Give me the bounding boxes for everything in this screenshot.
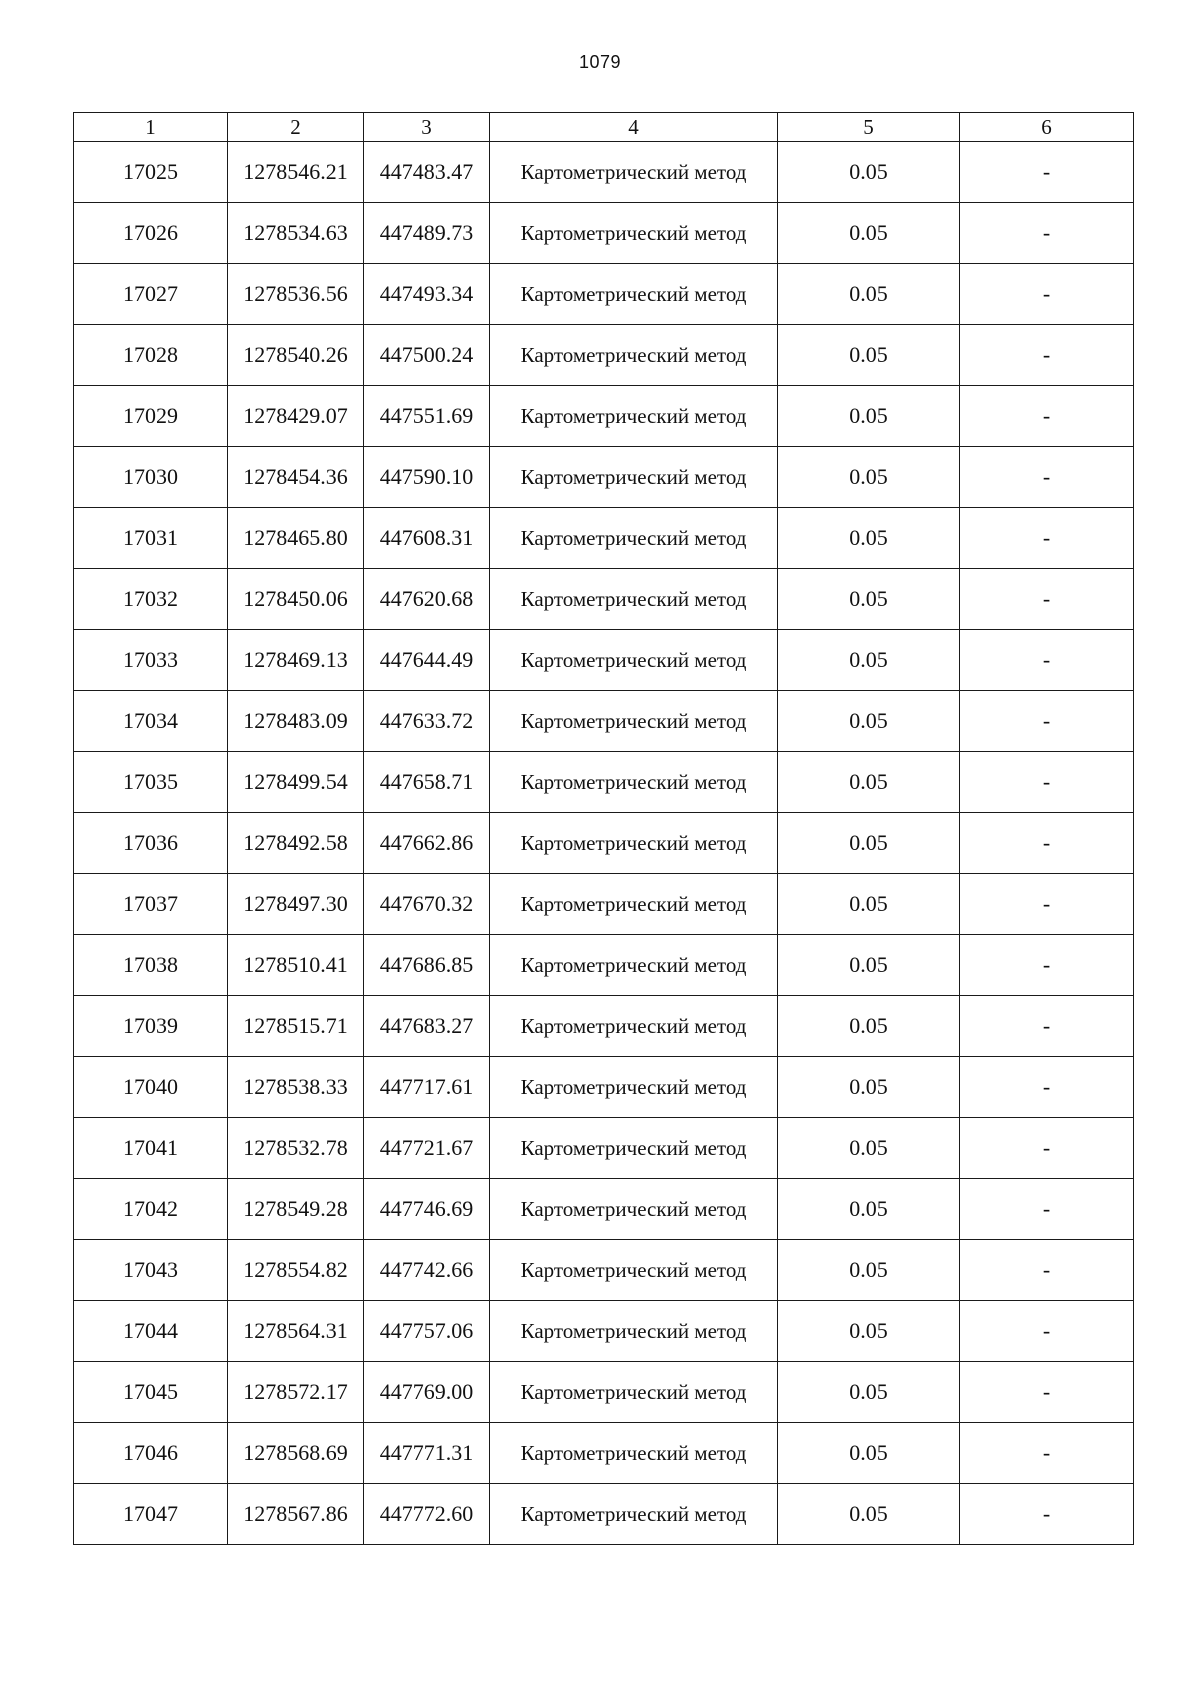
- x-coordinate-cell: 1278532.78: [228, 1118, 364, 1179]
- table-row: [74, 203, 1134, 264]
- point-number-cell: 17030: [74, 447, 228, 508]
- x-coordinate-cell: 1278465.80: [228, 508, 364, 569]
- table-row: [74, 1057, 1134, 1118]
- x-coordinate-cell: 1278515.71: [228, 996, 364, 1057]
- table-row: [74, 752, 1134, 813]
- accuracy-cell: 0.05: [778, 935, 960, 996]
- x-coordinate-cell: 1278510.41: [228, 935, 364, 996]
- table-row: [74, 1484, 1134, 1545]
- method-cell: Картометрический метод: [490, 752, 778, 813]
- column-header-6: 6: [960, 113, 1134, 142]
- method-cell: Картометрический метод: [490, 1484, 778, 1545]
- accuracy-cell: 0.05: [778, 1301, 960, 1362]
- x-coordinate-cell: 1278554.82: [228, 1240, 364, 1301]
- note-cell: -: [960, 813, 1134, 874]
- y-coordinate-cell: 447717.61: [364, 1057, 490, 1118]
- accuracy-cell: 0.05: [778, 264, 960, 325]
- table-row: [74, 813, 1134, 874]
- point-number-cell: 17042: [74, 1179, 228, 1240]
- accuracy-cell: 0.05: [778, 569, 960, 630]
- accuracy-cell: 0.05: [778, 203, 960, 264]
- table-row: [74, 508, 1134, 569]
- column-header-3: 3: [364, 113, 490, 142]
- accuracy-cell: 0.05: [778, 996, 960, 1057]
- point-number-cell: 17028: [74, 325, 228, 386]
- accuracy-cell: 0.05: [778, 508, 960, 569]
- column-header-2: 2: [228, 113, 364, 142]
- x-coordinate-cell: 1278469.13: [228, 630, 364, 691]
- y-coordinate-cell: 447686.85: [364, 935, 490, 996]
- method-cell: Картометрический метод: [490, 996, 778, 1057]
- table-row: [74, 386, 1134, 447]
- accuracy-cell: 0.05: [778, 1484, 960, 1545]
- table-row: [74, 325, 1134, 386]
- point-number-cell: 17033: [74, 630, 228, 691]
- x-coordinate-cell: 1278549.28: [228, 1179, 364, 1240]
- method-cell: Картометрический метод: [490, 1423, 778, 1484]
- x-coordinate-cell: 1278572.17: [228, 1362, 364, 1423]
- table-row: [74, 630, 1134, 691]
- method-cell: Картометрический метод: [490, 813, 778, 874]
- y-coordinate-cell: 447771.31: [364, 1423, 490, 1484]
- y-coordinate-cell: 447670.32: [364, 874, 490, 935]
- method-cell: Картометрический метод: [490, 630, 778, 691]
- method-cell: Картометрический метод: [490, 1362, 778, 1423]
- method-cell: Картометрический метод: [490, 386, 778, 447]
- y-coordinate-cell: 447683.27: [364, 996, 490, 1057]
- x-coordinate-cell: 1278536.56: [228, 264, 364, 325]
- point-number-cell: 17026: [74, 203, 228, 264]
- x-coordinate-cell: 1278497.30: [228, 874, 364, 935]
- y-coordinate-cell: 447746.69: [364, 1179, 490, 1240]
- table-row: [74, 142, 1134, 203]
- note-cell: -: [960, 935, 1134, 996]
- point-number-cell: 17031: [74, 508, 228, 569]
- column-header-1: 1: [74, 113, 228, 142]
- x-coordinate-cell: 1278546.21: [228, 142, 364, 203]
- y-coordinate-cell: 447757.06: [364, 1301, 490, 1362]
- method-cell: Картометрический метод: [490, 447, 778, 508]
- note-cell: -: [960, 1484, 1134, 1545]
- note-cell: -: [960, 1362, 1134, 1423]
- note-cell: -: [960, 142, 1134, 203]
- x-coordinate-cell: 1278483.09: [228, 691, 364, 752]
- accuracy-cell: 0.05: [778, 813, 960, 874]
- table-row: [74, 691, 1134, 752]
- y-coordinate-cell: 447721.67: [364, 1118, 490, 1179]
- note-cell: -: [960, 325, 1134, 386]
- note-cell: -: [960, 386, 1134, 447]
- x-coordinate-cell: 1278540.26: [228, 325, 364, 386]
- accuracy-cell: 0.05: [778, 1057, 960, 1118]
- table-row: [74, 935, 1134, 996]
- note-cell: -: [960, 447, 1134, 508]
- method-cell: Картометрический метод: [490, 691, 778, 752]
- table-row: [74, 447, 1134, 508]
- note-cell: -: [960, 1179, 1134, 1240]
- x-coordinate-cell: 1278538.33: [228, 1057, 364, 1118]
- note-cell: -: [960, 874, 1134, 935]
- note-cell: -: [960, 1057, 1134, 1118]
- x-coordinate-cell: 1278450.06: [228, 569, 364, 630]
- y-coordinate-cell: 447742.66: [364, 1240, 490, 1301]
- point-number-cell: 17040: [74, 1057, 228, 1118]
- table-row: [74, 1423, 1134, 1484]
- point-number-cell: 17037: [74, 874, 228, 935]
- method-cell: Картометрический метод: [490, 1118, 778, 1179]
- x-coordinate-cell: 1278492.58: [228, 813, 364, 874]
- table-row: [74, 569, 1134, 630]
- table-row: [74, 264, 1134, 325]
- note-cell: -: [960, 569, 1134, 630]
- accuracy-cell: 0.05: [778, 630, 960, 691]
- x-coordinate-cell: 1278534.63: [228, 203, 364, 264]
- page-number: 1079: [578, 52, 622, 72]
- point-number-cell: 17029: [74, 386, 228, 447]
- method-cell: Картометрический метод: [490, 1179, 778, 1240]
- method-cell: Картометрический метод: [490, 1240, 778, 1301]
- note-cell: -: [960, 630, 1134, 691]
- table-row: [74, 1240, 1134, 1301]
- note-cell: -: [960, 203, 1134, 264]
- y-coordinate-cell: 447769.00: [364, 1362, 490, 1423]
- method-cell: Картометрический метод: [490, 264, 778, 325]
- point-number-cell: 17032: [74, 569, 228, 630]
- point-number-cell: 17041: [74, 1118, 228, 1179]
- note-cell: -: [960, 691, 1134, 752]
- table-row: [74, 874, 1134, 935]
- point-number-cell: 17038: [74, 935, 228, 996]
- y-coordinate-cell: 447608.31: [364, 508, 490, 569]
- x-coordinate-cell: 1278499.54: [228, 752, 364, 813]
- note-cell: -: [960, 1301, 1134, 1362]
- note-cell: -: [960, 1423, 1134, 1484]
- table-row: [74, 1362, 1134, 1423]
- accuracy-cell: 0.05: [778, 447, 960, 508]
- point-number-cell: 17027: [74, 264, 228, 325]
- table-body: [74, 142, 1134, 1545]
- accuracy-cell: 0.05: [778, 1423, 960, 1484]
- column-header-4: 4: [490, 113, 778, 142]
- note-cell: -: [960, 996, 1134, 1057]
- x-coordinate-cell: 1278567.86: [228, 1484, 364, 1545]
- method-cell: Картометрический метод: [490, 508, 778, 569]
- point-number-cell: 17025: [74, 142, 228, 203]
- y-coordinate-cell: 447551.69: [364, 386, 490, 447]
- accuracy-cell: 0.05: [778, 691, 960, 752]
- method-cell: Картометрический метод: [490, 142, 778, 203]
- accuracy-cell: 0.05: [778, 142, 960, 203]
- x-coordinate-cell: 1278564.31: [228, 1301, 364, 1362]
- accuracy-cell: 0.05: [778, 874, 960, 935]
- table-row: [74, 1301, 1134, 1362]
- y-coordinate-cell: 447620.68: [364, 569, 490, 630]
- point-number-cell: 17045: [74, 1362, 228, 1423]
- note-cell: -: [960, 1118, 1134, 1179]
- x-coordinate-cell: 1278429.07: [228, 386, 364, 447]
- header-row: [74, 113, 1134, 142]
- y-coordinate-cell: 447483.47: [364, 142, 490, 203]
- table-row: [74, 996, 1134, 1057]
- coordinates-table: [73, 112, 1134, 1545]
- y-coordinate-cell: 447772.60: [364, 1484, 490, 1545]
- table-row: [74, 1179, 1134, 1240]
- table-row: [74, 1118, 1134, 1179]
- y-coordinate-cell: 447590.10: [364, 447, 490, 508]
- y-coordinate-cell: 447658.71: [364, 752, 490, 813]
- accuracy-cell: 0.05: [778, 1362, 960, 1423]
- point-number-cell: 17039: [74, 996, 228, 1057]
- accuracy-cell: 0.05: [778, 752, 960, 813]
- note-cell: -: [960, 752, 1134, 813]
- x-coordinate-cell: 1278454.36: [228, 447, 364, 508]
- table-header: [74, 113, 1134, 142]
- y-coordinate-cell: 447489.73: [364, 203, 490, 264]
- y-coordinate-cell: 447633.72: [364, 691, 490, 752]
- accuracy-cell: 0.05: [778, 1118, 960, 1179]
- note-cell: -: [960, 1240, 1134, 1301]
- y-coordinate-cell: 447662.86: [364, 813, 490, 874]
- y-coordinate-cell: 447493.34: [364, 264, 490, 325]
- method-cell: Картометрический метод: [490, 325, 778, 386]
- y-coordinate-cell: 447644.49: [364, 630, 490, 691]
- column-header-5: 5: [778, 113, 960, 142]
- note-cell: -: [960, 264, 1134, 325]
- method-cell: Картометрический метод: [490, 1057, 778, 1118]
- method-cell: Картометрический метод: [490, 874, 778, 935]
- point-number-cell: 17043: [74, 1240, 228, 1301]
- point-number-cell: 17046: [74, 1423, 228, 1484]
- point-number-cell: 17036: [74, 813, 228, 874]
- y-coordinate-cell: 447500.24: [364, 325, 490, 386]
- accuracy-cell: 0.05: [778, 386, 960, 447]
- x-coordinate-cell: 1278568.69: [228, 1423, 364, 1484]
- note-cell: -: [960, 508, 1134, 569]
- point-number-cell: 17035: [74, 752, 228, 813]
- accuracy-cell: 0.05: [778, 325, 960, 386]
- method-cell: Картометрический метод: [490, 203, 778, 264]
- method-cell: Картометрический метод: [490, 935, 778, 996]
- point-number-cell: 17044: [74, 1301, 228, 1362]
- point-number-cell: 17047: [74, 1484, 228, 1545]
- accuracy-cell: 0.05: [778, 1240, 960, 1301]
- point-number-cell: 17034: [74, 691, 228, 752]
- method-cell: Картометрический метод: [490, 1301, 778, 1362]
- accuracy-cell: 0.05: [778, 1179, 960, 1240]
- method-cell: Картометрический метод: [490, 569, 778, 630]
